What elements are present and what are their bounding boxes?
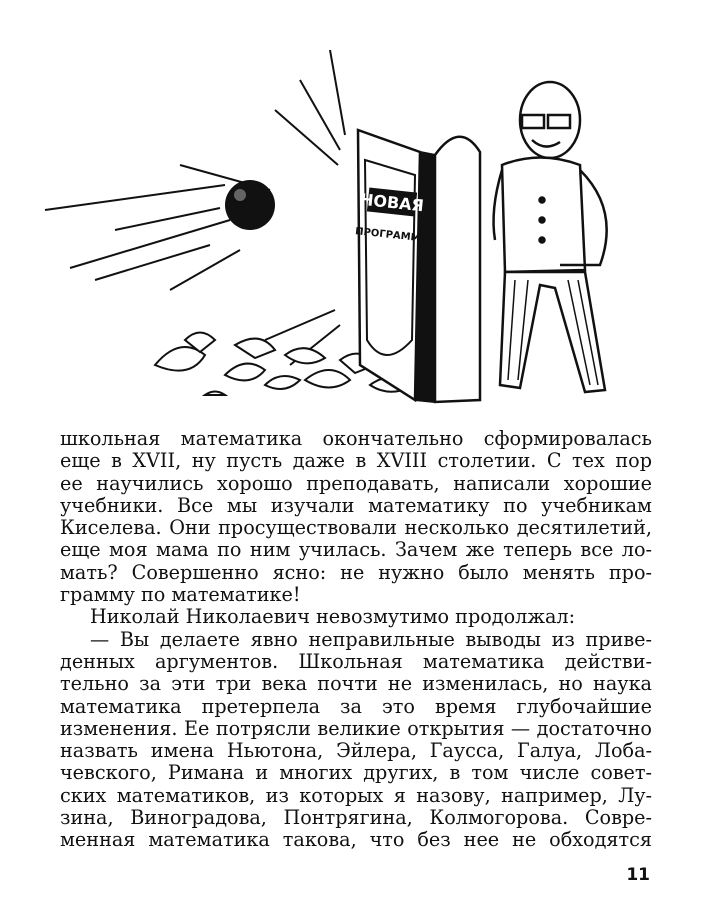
text-line: тельно за эти три века почти не изменилась, но наука	[60, 672, 652, 696]
text-line: менная математика такова, что без нее не обходятся	[60, 828, 652, 852]
text-line: учебники. Все мы изучали математику по учебникам	[60, 493, 652, 517]
text-line: грамму по математике!	[60, 583, 301, 607]
text-line: чевского, Римана и многих других, в том числе совет-	[60, 761, 652, 785]
page-number: 11	[626, 865, 650, 885]
text-line: изменения. Ее потрясли великие открытия — достаточно	[60, 716, 652, 740]
text-line: еще в XVII, ну пусть даже в XVIII столетии. С тех пор	[60, 449, 652, 473]
speed-lines	[45, 165, 270, 290]
text-line: Киселева. Они просуществовали несколько десятилетий,	[60, 516, 652, 540]
text-line: — Вы делаете явно неправильные выводы из приве-	[90, 627, 652, 651]
book-cover-title: НОВАЯ	[359, 189, 425, 216]
text-line: математика претерпела за это время глубочайшие	[60, 694, 652, 718]
cannonball	[225, 180, 275, 230]
book-cover-subtitle: ПРОГРАММА	[354, 226, 429, 245]
text-line: школьная математика окончательно сформировалась	[60, 427, 652, 450]
text-line: Николай Николаевич невозмутимо продолжал:	[90, 605, 576, 629]
text-line: денных аргументов. Школьная математика действи-	[60, 649, 652, 673]
book	[355, 130, 480, 402]
body-text	[60, 428, 652, 852]
text-line: мать? Совершенно ясно: не нужно было менять про-	[60, 560, 652, 584]
professor-figure	[494, 82, 607, 392]
text-line: ее научились хорошо преподавать, написали хорошие	[60, 471, 652, 495]
cartoon-illustration	[40, 40, 670, 420]
text-line: зина, Виноградова, Понтрягина, Колмогорова. Совре-	[60, 806, 652, 830]
impact-rays	[265, 50, 345, 365]
text-line: назвать имена Ньютона, Эйлера, Гаусса, Галуа, Лоба-	[60, 739, 652, 763]
text-line: ских математиков, из которых я назову, например, Лу-	[60, 783, 652, 807]
text-line: еще моя мама по ним училась. Зачем же теперь все ло-	[60, 538, 652, 562]
